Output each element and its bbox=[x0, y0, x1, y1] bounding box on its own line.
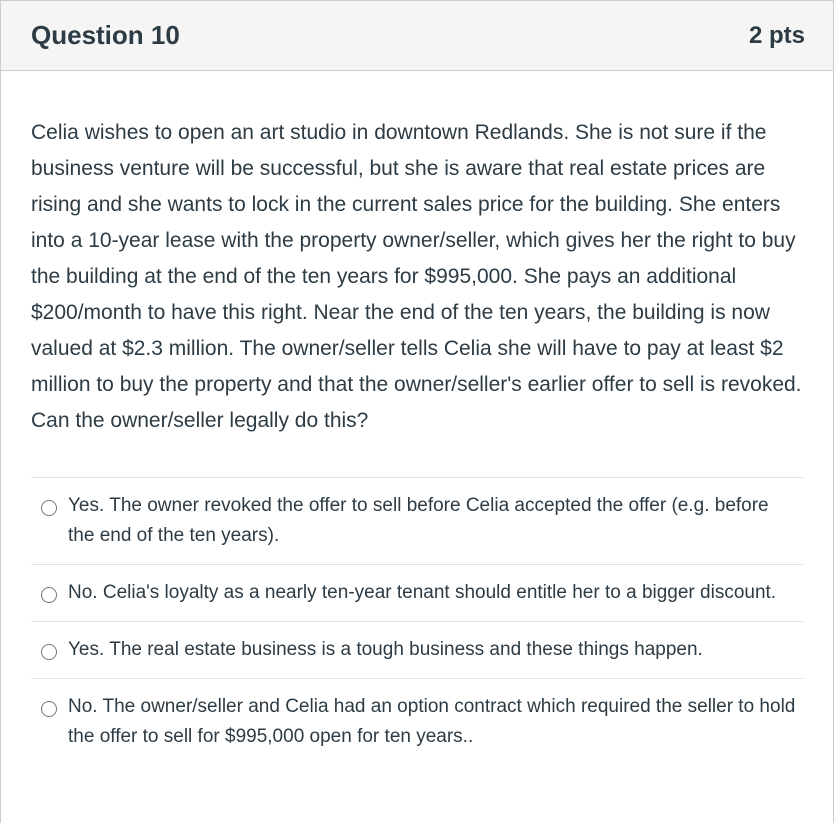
question-header bbox=[1, 1, 833, 71]
answer-option-1[interactable] bbox=[31, 478, 803, 565]
answer-list bbox=[31, 477, 803, 765]
answer-label[interactable]: Yes. The real estate business is a tough business and these things happen. bbox=[68, 639, 703, 660]
answer-option-4[interactable] bbox=[31, 679, 803, 765]
question-body bbox=[1, 71, 833, 765]
answer-option-3[interactable] bbox=[31, 622, 803, 679]
answer-label[interactable]: No. Celia's loyalty as a nearly ten-year tenant should entitle her to a bigger discount. bbox=[68, 582, 777, 603]
radio-button-icon[interactable] bbox=[41, 644, 57, 660]
answer-label[interactable]: Yes. The owner revoked the offer to sell before Celia accepted the offer (e.g. before the end of the ten years). bbox=[68, 495, 769, 546]
question-text: Celia wishes to open an art studio in downtown Redlands. She is not sure if the business venture will be successful, but she is aware that real estate prices are rising and she wants to lock in the current sales price for the building. She enters into a 10-year lease with the property owner/seller, which gives her the right to buy the building at the end of the ten years for $995,000. She pays an additional $200/month to have this right. Near the end of the ten years, the building is now valued at $2.3 million. The owner/seller tells Celia she will have to pay at least $2 million to buy the property and that the owner/seller's earlier offer to sell is revoked. Can the owner/seller legally do this? bbox=[31, 121, 802, 432]
radio-button-icon[interactable] bbox=[41, 701, 57, 717]
answer-option-2[interactable] bbox=[31, 565, 803, 622]
answer-label[interactable]: No. The owner/seller and Celia had an option contract which required the seller to hold the offer to sell for $995,000 open for ten years.. bbox=[68, 696, 796, 747]
radio-button-icon[interactable] bbox=[41, 587, 57, 603]
question-points: 2 pts bbox=[748, 21, 805, 49]
radio-button-icon[interactable] bbox=[41, 500, 57, 516]
question-title: Question 10 bbox=[31, 20, 180, 50]
